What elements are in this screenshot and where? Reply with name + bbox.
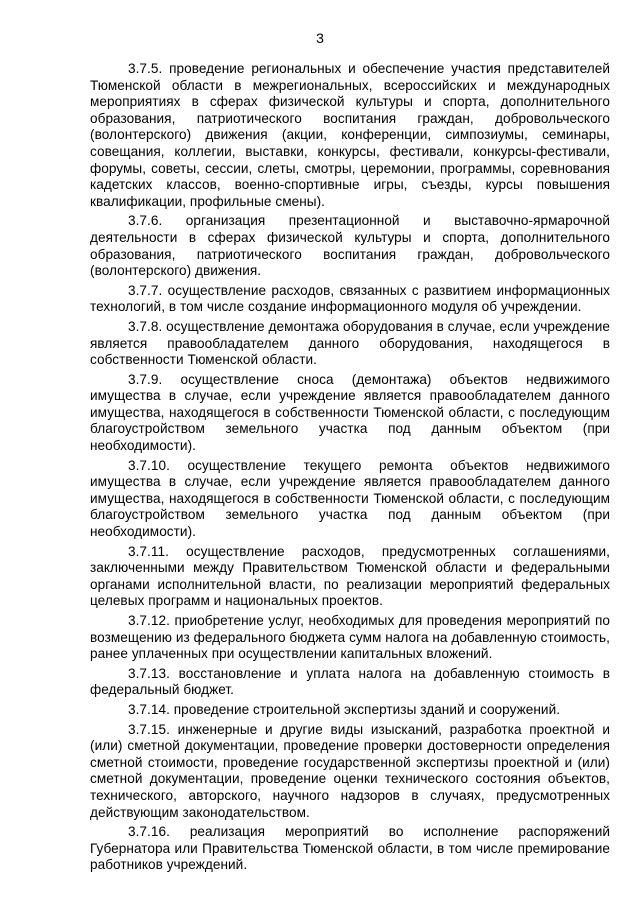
paragraph-3-7-8: 3.7.8. осуществление демонтажа оборудования в случае, если учреждение является правообладателем данного оборудования, находящегося в собственности Тюменской области.: [90, 318, 610, 368]
paragraph-3-7-16: 3.7.16. реализация мероприятий во исполнение распоряжений Губернатора или Правительства Тюменской области, в том числе премирование работников учреждений.: [90, 824, 610, 873]
paragraph-3-7-11: 3.7.11. осуществление расходов, предусмотренных соглашениями, заключенными между Правительством Тюменской области и федеральными органами исполнительной власти, по реализации мероприятий федеральных целевых программ и национальных проектов.: [90, 543, 610, 609]
paragraph-3-7-12: 3.7.12. приобретение услуг, необходимых для проведения мероприятий по возмещению из федерального бюджета сумм налога на добавленную стоимость, ранее уплаченных при осуществлении капитальных вложений.: [90, 613, 610, 662]
paragraph-3-7-9: 3.7.9. осуществление сноса (демонтажа) объектов недвижимого имущества в случае, если учреждение является правообладателем данного имущества, находящегося в собственности Тюменской области, с последующим благоустройством земельного участка под данным объектом (при необходимости).: [90, 371, 610, 454]
paragraph-3-7-6: 3.7.6. организация презентационной и выставочно-ярмарочной деятельности в сферах физической культуры и спорта, дополнительного образования, патриотического воспитания граждан, добровольческого (волонтерского) движения.: [90, 213, 610, 279]
paragraph-3-7-10: 3.7.10. осуществление текущего ремонта объектов недвижимого имущества в случае, если учреждение является правообладателем данного имущества, находящегося в собственности Тюменской области, с последующим благоустройством земельного участка под данным объектом (при необходимости).: [90, 457, 610, 540]
paragraph-3-7-14: 3.7.14. проведение строительной экспертизы зданий и сооружений.: [128, 701, 561, 717]
paragraph-3-7-15: 3.7.15. инженерные и другие виды изысканий, разработка проектной и (или) сметной документации, проведение проверки достоверности определения сметной стоимости, проведение государственной экспертизы проектной и (или) сметной документации, проведение оценки технического состояния объектов, технического, авторского, научного надзоров в случаях, предусмотренных действующим законодательством.: [90, 721, 610, 820]
document-body: [90, 61, 610, 877]
paragraph-3-7-5: 3.7.5. проведение региональных и обеспечение участия представителей Тюменской области в межрегиональных, всероссийских и международных мероприятиях в сферах физической культуры и спорта, дополнительного образования, патриотического воспитания граждан, добровольческого (волонтерского) движения (акции, конференции, симпозиумы, семинары, совещания, коллегии, выставки, конкурсы, фестивали, конкурсы-фестивали, форумы, советы, сессии, слеты, смотры, церемонии, программы, соревнования кадетских классов, военно-спортивные игры, съезды, курсы повышения квалификации, профильные смены).: [90, 61, 610, 209]
paragraph-3-7-7: 3.7.7. осуществление расходов, связанных с развитием информационных технологий, в том числе создание информационного модуля об учреждении.: [90, 282, 610, 315]
paragraph-3-7-13: 3.7.13. восстановление и уплата налога на добавленную стоимость в федеральный бюджет.: [90, 665, 610, 698]
page-number: 3: [316, 30, 324, 46]
